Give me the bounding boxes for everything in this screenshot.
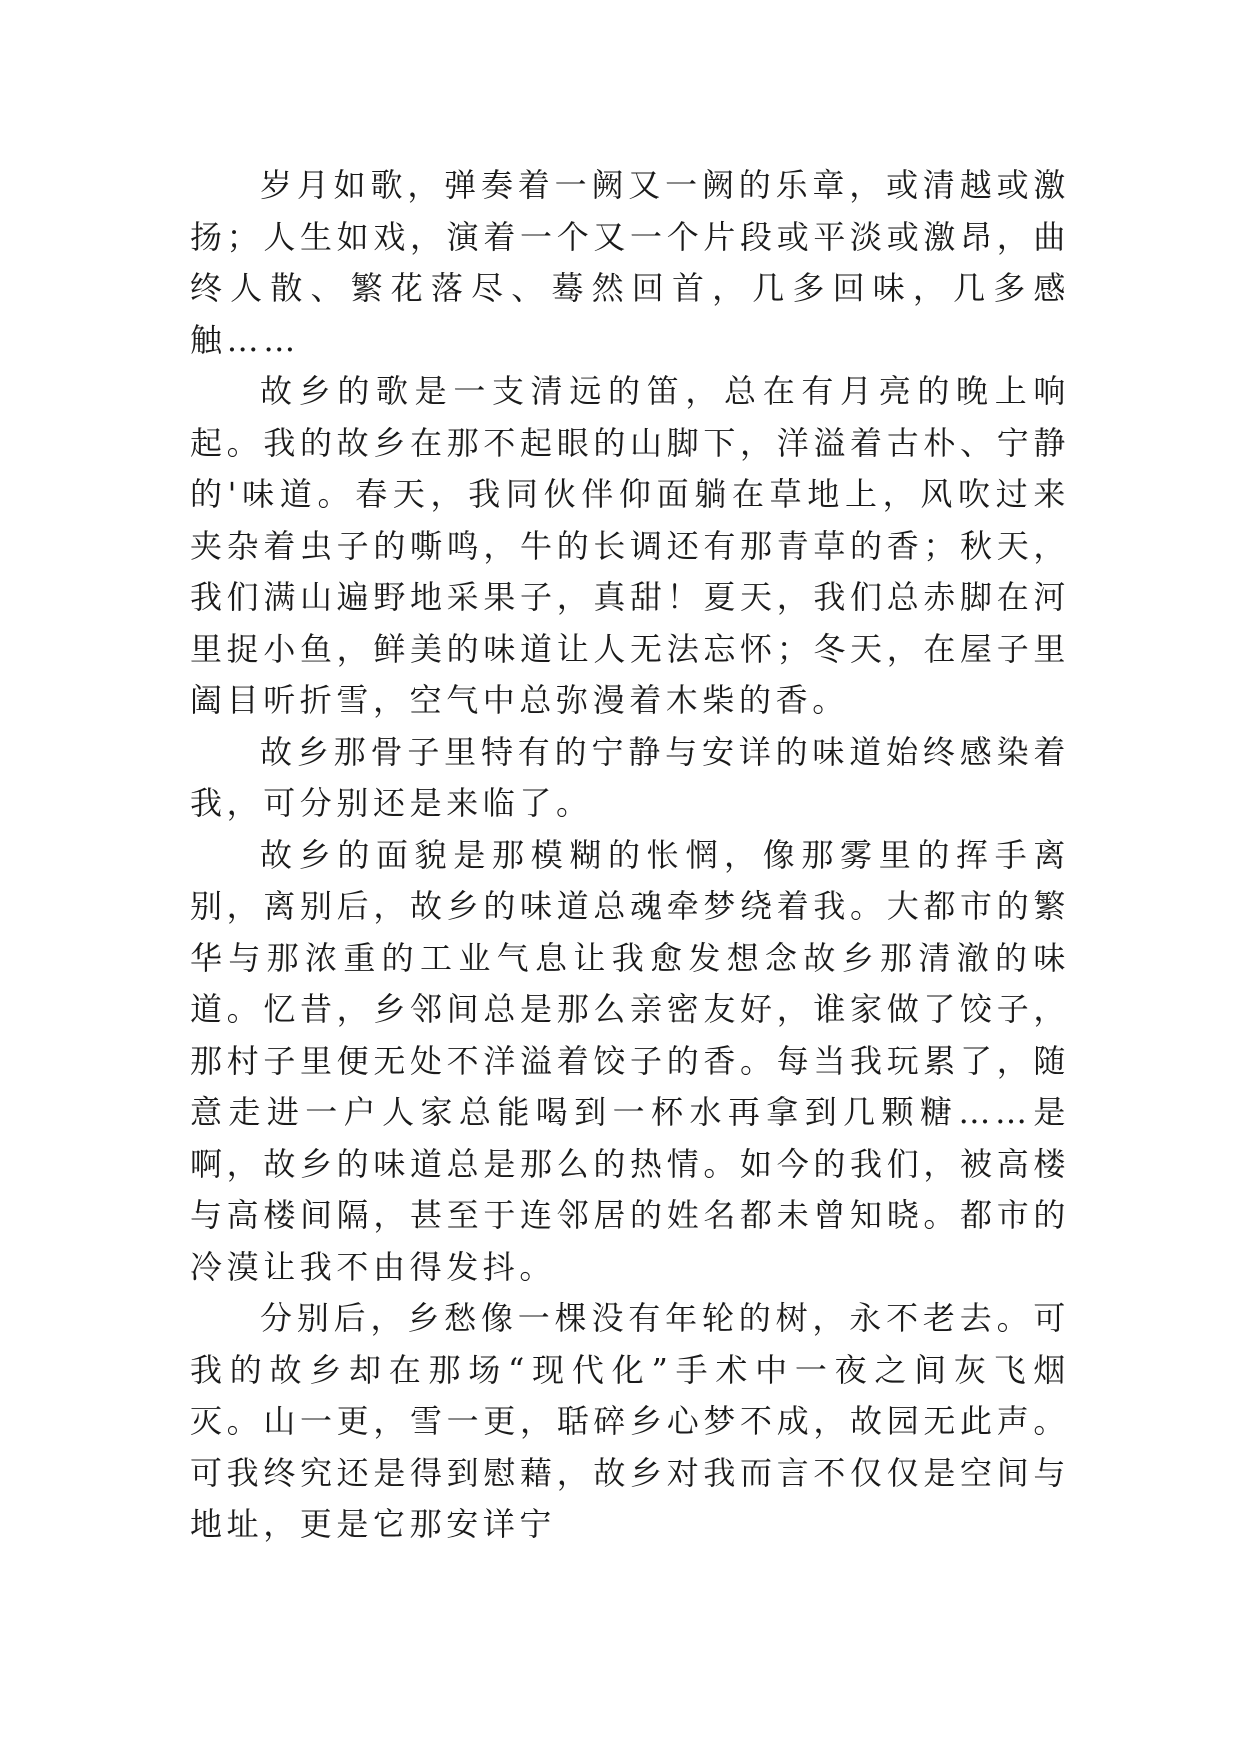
- paragraph-2: 故乡的歌是一支清远的笛，总在有月亮的晚上响起。我的故乡在那不起眼的山脚下，洋溢着古朴、宁静的'味道。春天，我同伙伴仰面躺在草地上，风吹过来夹杂着虫子的嘶鸣，牛的长调还有那青草的香；秋天，我们满山遍野地采果子，真甜！夏天，我们总赤脚在河里捉小鱼，鲜美的味道让人无法忘怀；冬天，在屋子里阖目听折雪，空气中总弥漫着木柴的香。: [190, 372, 1070, 719]
- paragraph-4: 故乡的面貌是那模糊的怅惘，像那雾里的挥手离别，离别后，故乡的味道总魂牵梦绕着我。大都市的繁华与那浓重的工业气息让我愈发想念故乡那清澈的味道。忆昔，乡邻间总是那么亲密友好，谁家做了饺子，那村子里便无处不洋溢着饺子的香。每当我玩累了，随意走进一户人家总能喝到一杯水再拿到几颗糖……是啊，故乡的味道总是那么的热情。如今的我们，被高楼与高楼间隔，甚至于连邻居的姓名都未曾知晓。都市的冷漠让我不由得发抖。: [190, 835, 1070, 1286]
- paragraph-3: 故乡那骨子里特有的宁静与安详的味道始终感染着我，可分别还是来临了。: [190, 732, 1070, 822]
- body-text: [190, 160, 1070, 1551]
- paragraph-1: 岁月如歌，弹奏着一阙又一阙的乐章，或清越或激扬；人生如戏，演着一个又一个片段或平淡或激昂，曲终人散、繁花落尽、蓦然回首，几多回味，几多感触……: [190, 166, 1070, 359]
- paragraph-5: 分别后，乡愁像一棵没有年轮的树，永不老去。可我的故乡却在那场“现代化”手术中一夜之间灰飞烟灭。山一更，雪一更，聒碎乡心梦不成，故园无此声。可我终究还是得到慰藉，故乡对我而言不仅仅是空间与地址，更是它那安详宁: [190, 1299, 1070, 1543]
